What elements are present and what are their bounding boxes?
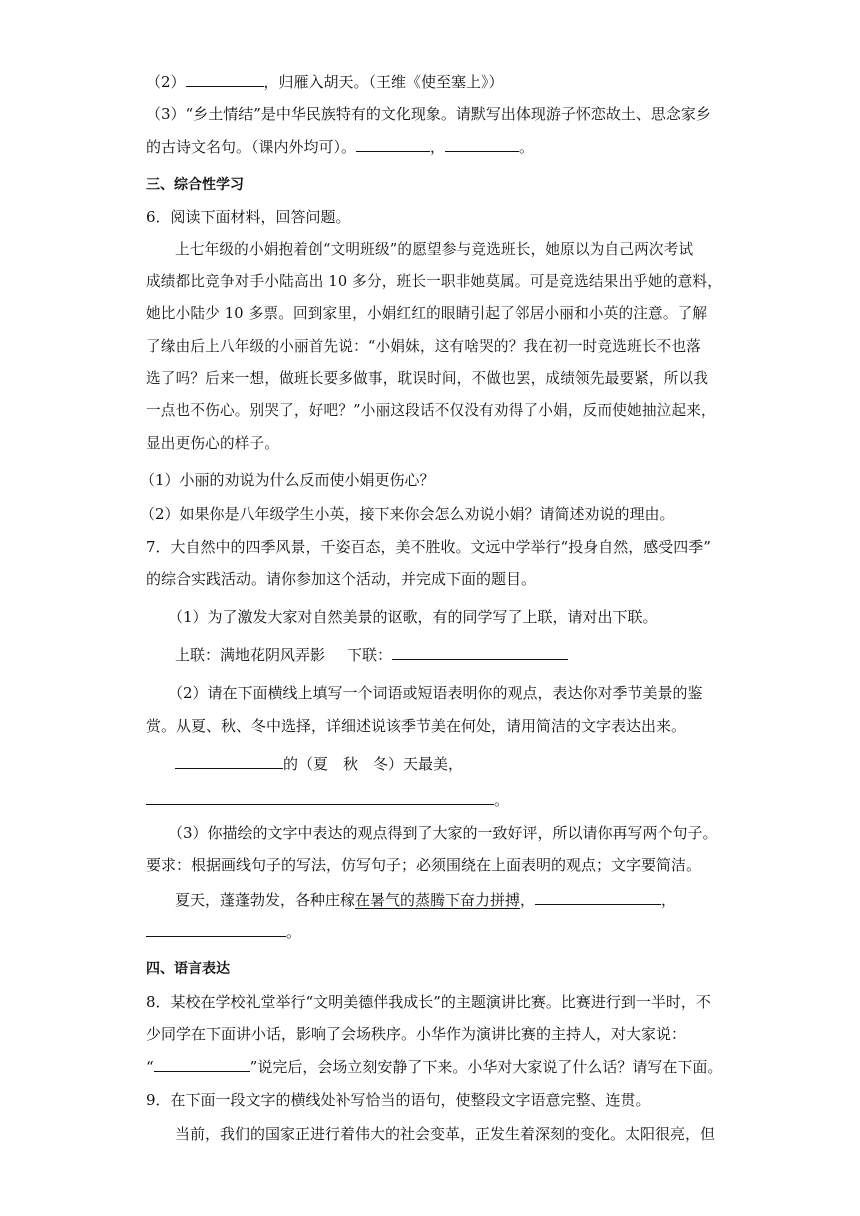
q7-couplet: 上联：满地花阴风弄影 下联： [175,645,747,665]
q7-stem-cont: 的综合实践活动。请你参加这个活动，并完成下面的题目。 [146,570,537,588]
answer-blank[interactable] [535,890,661,905]
q6-stem: 6．阅读下面材料，回答问题。 [146,208,351,226]
q6-passage-line: 成绩都比竞争对手小陆高出 10 多分，班长一职非她莫属。可是竞选结果出乎她的意料， [146,273,723,290]
answer-blank[interactable] [154,1057,250,1072]
q7-sub-3-cont: 要求：根据画线句子的写法，仿写句子；必须围绕在上面表明的观点；文字要简洁。 [146,856,702,874]
answer-blank[interactable] [146,790,494,805]
q6-passage-line: 显出更伤心的样子。 [146,435,280,452]
section-title: 三、综合性学习 [146,177,244,193]
q7-sub-1: （1）为了激发大家对自然美景的讴歌，有的同学写了上联，请对出下联。 [168,608,658,626]
q5-item-2: （2） ，归雁入胡天。（王维《使至塞上》） [146,73,504,91]
answer-blank[interactable] [186,72,264,87]
q7-example-cont: 。 [146,922,718,942]
q9-passage-line: 当前，我们的国家正进行着伟大的社会变革，正发生着深刻的变化。太阳很亮，但 [175,1125,716,1143]
q8-stem: 8．某校在学校礼堂举行“文明美德伴我成长”的主题演讲比赛。比赛进行到一半时，不 [146,993,711,1011]
q6-passage-line: 了缘由后上八年级的小丽首先说：“小娟妹，这有啥哭的？我在初一时竞选班长不也落 [146,338,702,355]
q7-sub-3: （3）你描绘的文字中表达的观点得到了大家的一致好评，所以请你再写两个句子。 [168,824,718,842]
underlined-phrase: 在暑气的蒸腾下奋力拼搏 [355,891,521,909]
answer-blank[interactable] [175,754,283,769]
q6-passage-line: 选了吗？后来一想，做班长要多做事，耽误时间，不做也罢，成绩领先最要紧，所以我 [146,370,709,387]
answer-blank[interactable] [445,137,519,152]
q7-description-line: 。 [146,790,718,810]
q7-sub-2-cont: 赏。从夏、秋、冬中选择，详细述说该季节美在何处，请用简洁的文字表达出来。 [146,717,687,735]
q6-passage-line: 上七年级的小娟抱着创“文明班级”的愿望参与竞选班长，她原以为自己两次考试 [175,241,694,258]
q6-passage-line: 一点也不伤心。别哭了，好吧？”小丽这段话不仅没有劝得了小娟，反而使她抽泣起来， [146,402,716,419]
q6-passage-line: 她比小陆少 10 多票。回到家里，小娟红红的眼睛引起了邻居小丽和小英的注意。了解 [146,305,708,322]
q5-item-3: （3）“乡土情结”是中华民族特有的文化现象。请默写出体现游子怀恋故土、思念家乡 [146,105,711,123]
q7-example-sentence: 夏天，蓬蓬勃发，各种庄稼在暑气的蒸腾下奋力拼搏， ， [175,891,677,909]
q9-stem: 9．在下面一段文字的横线处补写恰当的语句，使整段文字语意完整、连贯。 [146,1091,651,1109]
q7-sub-2: （2）请在下面横线上填写一个词语或短语表明你的观点，表达你对季节美景的鉴 [168,684,703,702]
section-title: 四、语言表达 [146,961,230,977]
answer-blank[interactable] [392,645,568,660]
answer-blank[interactable] [146,922,286,937]
q5-item-3-cont: 的古诗文名句。（课内外均可）。 ， 。 [146,138,535,156]
q7-stem: 7．大自然中的四季风景，千姿百态，美不胜收。文远中学举行“投身自然，感受四季” [146,538,711,556]
q8-stem-cont: 少同学在下面讲小话，影响了会场秩序。小华作为演讲比赛的主持人，对大家说： [146,1025,687,1043]
q6-sub-2: （2）如果你是八年级学生小英，接下来你会怎么劝说小娟？请简述劝说的理由。 [140,505,675,523]
q6-sub-1: （1）小丽的劝说为什么反而使小娟更伤心？ [140,471,435,489]
answer-blank[interactable] [356,137,430,152]
q7-season-line: 的（夏 秋 冬）天最美， [175,754,747,774]
q8-stem-cont: “ ”说完后，会场立刻安静了下来。小华对大家说了什么话？请写在下面。 [146,1058,723,1076]
